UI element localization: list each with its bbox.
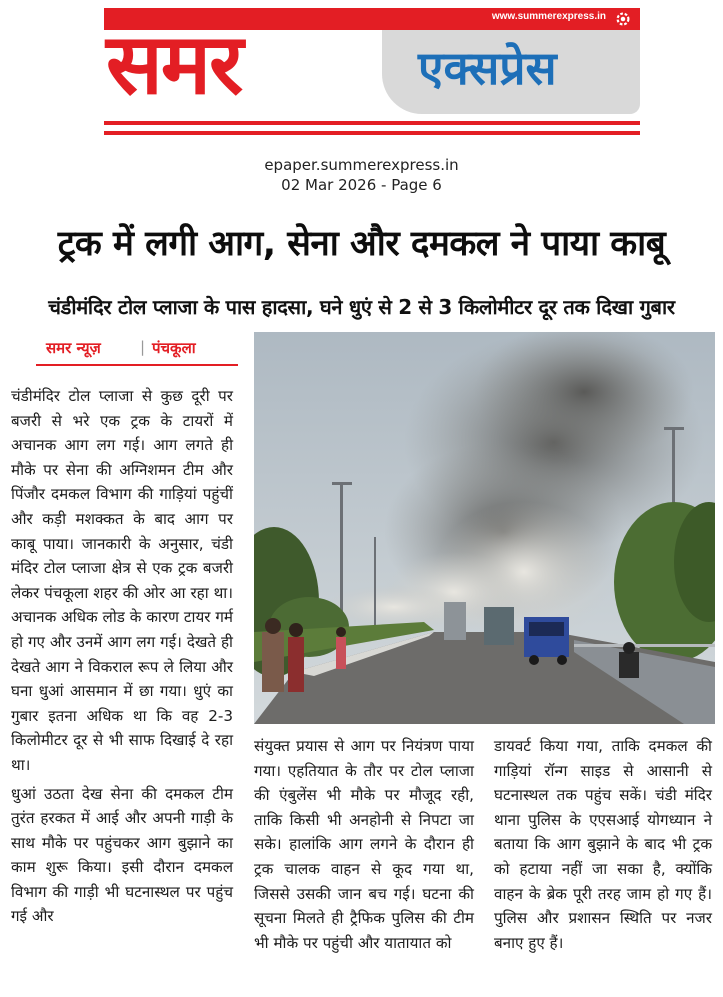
news-photo-illustration: [254, 332, 715, 724]
article-column-3: [494, 734, 712, 955]
masthead: [100, 8, 640, 139]
article-column-1: [11, 384, 233, 929]
article-paragraph: धुआं उठता देख सेना की दमकल टीम तुरंत हरकत में आई और अपनी गाड़ी के साथ मौके पर पहुंचकर आग बुझाने का काम शुरू किया। इसी दौरान दमकल विभाग की गाड़ी भी घटनास्थल पर पहुंच गई और: [11, 784, 233, 926]
byline-separator: |: [140, 338, 146, 356]
masthead-url: www.summerexpress.in: [491, 11, 606, 22]
article-subheadline: चंडीमंदिर टोल प्लाजा के पास हादसा, घने धुएं से 2 से 3 किलोमीटर दूर तक दिखा गुबार: [48, 295, 675, 319]
byline-city: पंचकूला: [152, 339, 196, 357]
article-paragraph: चंडीमंदिर टोल प्लाजा से कुछ दूरी पर बजरी से भरे एक ट्रक के टायरों में अचानक आग लग गई। आग लगते ही मौके पर सेना की अग्निशमन टीम और पिंजौर दमकल विभाग की गाड़ियां पहुंचीं और कड़ी मशक्कत के बाद आग पर काबू पाया। जानकारी के अनुसार, चंडी मंदिर टोल प्लाजा क्षेत्र से एक ट्रक बजरी लेकर पंचकूला शहर की ओर आ रहा था। अचानक अधिक लोड के कारण टायर गर्म हो गए और उनमें आग लग गई। देखते ही देखते आग ने विकराल रूप ले लिया और घना धुआं आसमान में छा गया। धुएं का गुबार इतना अधिक था कि वह 2-3 किलोमीटर दूर से भी साफ दिखाई दे रहा था।: [11, 387, 233, 774]
news-photo: [254, 332, 715, 724]
byline: [36, 334, 238, 366]
edition-date-page: 02 Mar 2026 - Page 6: [281, 176, 442, 194]
article-headline: ट्रक में लगी आग, सेना और दमकल ने पाया काबू: [57, 224, 666, 264]
logo-samar: समर: [106, 15, 242, 113]
article-column-2: [254, 734, 474, 955]
article-paragraph: संयुक्त प्रयास से आग पर नियंत्रण पाया गया। एहतियात के तौर पर टोल प्लाजा की एंबुलेंस भी मौके पर मौजूद रही, ताकि किसी भी अनहोनी से निपटा जा सके। हालांकि आग लगने के दौरान ही ट्रक चालक वाहन से कूद गया था, जिससे उसकी जान बच गई। घटना की सूचना मिलते ही ट्रैफिक पुलिस की टीम भी मौके पर पहुंची और यातायात को: [254, 737, 474, 952]
masthead-rule-bottom: [104, 131, 640, 135]
gear-icon: [614, 10, 632, 28]
byline-source: समर न्यूज़: [46, 339, 101, 357]
masthead-rule-top: [104, 121, 640, 125]
article-paragraph: डायवर्ट किया गया, ताकि दमकल की गाड़ियां रॉन्ग साइड से आसानी से घटनास्थल तक पहुंच सकें। चंडी मंदिर थाना पुलिस के एएसआई योगध्यान ने बताया कि आग बुझाने के बाद भी ट्रक को हटाया नहीं जा सका है, क्योंकि वाहन के ब्रेक पूरी तरह जाम हो गए हैं। पुलिस और प्रशासन स्थिति पर नजर बनाए हुए हैं।: [494, 737, 712, 952]
logo-express: एक्सप्रेस: [418, 41, 557, 95]
edition-site: epaper.summerexpress.in: [264, 156, 459, 174]
